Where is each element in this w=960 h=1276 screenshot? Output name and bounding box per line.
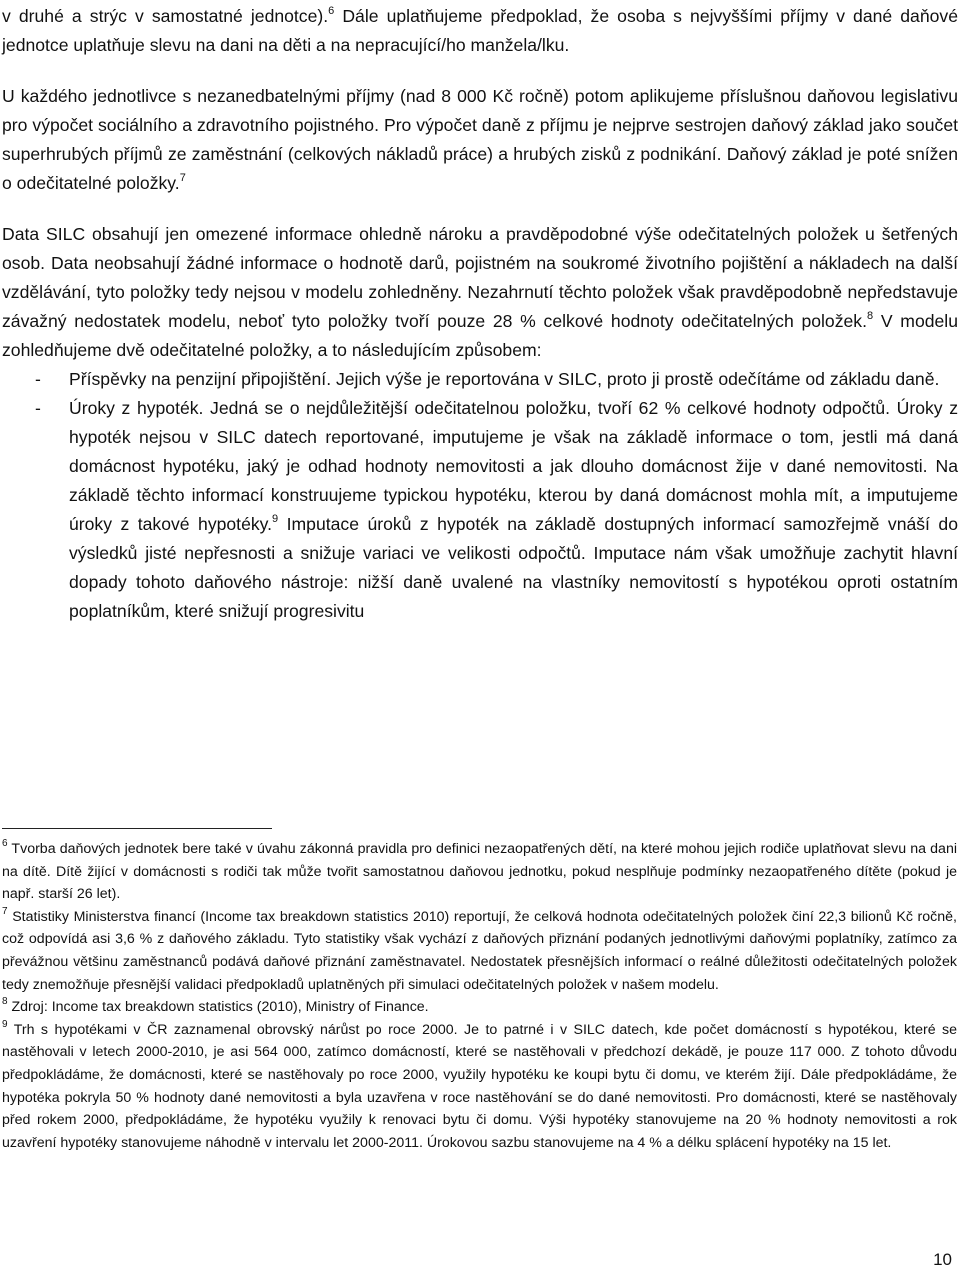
list-item-text: Příspěvky na penzijní připojištění. Jejich výše je reportována v SILC, proto ji prostě odečítáme od základu daně. bbox=[69, 369, 940, 389]
footnote-text: Zdroj: Income tax breakdown statistics (2010), Ministry of Finance. bbox=[7, 999, 429, 1016]
footnote-number: 9 bbox=[2, 1019, 8, 1031]
paragraph bbox=[2, 82, 958, 198]
footnote-number: 7 bbox=[2, 906, 8, 918]
footnote-text: Tvorba daňových jednotek bere také v úvahu zákonná pravidla pro definici nezaopatřených dětí, na které mohou jejich rodiče uplatňovat slevu na dani na dítě. Dítě žijící v domácnosti s rodiči tak může tvořit samostatnou daňovou jednotku, pokud nesplňuje podmínky nezaopatřeného dítěte (pokud je např. starší 26 let). bbox=[2, 841, 957, 903]
list-item-text: Úroky z hypoték. Jedná se o nejdůležitější odečitatelnou položku, tvoří 62 % celkové hodnoty odpočtů. Úroky z hypoték nejsou v SILC datech reportované, imputujeme je však na základě informace o tom, jestli má daná domácnost hypotéku, jaký je odhad hodnoty nemovitosti a jak dlouho domácnost žije v dané nemovitosti. Na základě těchto informací konstruujeme typickou hypotéku, kterou by daná domácnost mohla mít, a imputujeme úroky z takové hypotéky. bbox=[69, 398, 958, 534]
body-text bbox=[2, 2, 958, 626]
footnote-text: Trh s hypotékami v ČR zaznamenal obrovský nárůst po roce 2000. Je to patrné i v SILC datech, kde počet domácností s hypotékou, které se nastěhovali v letech 2000-2010, je asi 564 000, zatímco domácností, které se nastěhovali v předchozí dekádě, je pouze 117 000. Z tohoto důvodu předpokládáme, že domácnosti, které se nastěhovaly po roce 2000, využily hypotéku ke koupi bytu či domu, ve kterém žijí. Dále předpokládáme, že hypotéka pokryla 50 % hodnoty dané nemovitosti a byla uzavřena v roce nastěhování se do dané nemovitosti. Pro domácnosti, které se nastěhovaly před rokem 2000, předpokládáme, že hypotéku využily k renovaci bytu či domu. Výši hypotéky stanovujeme na 20 % hodnoty nemovitosti a rok uzavření hypotéky stanovujeme náhodně v intervalu let 2000-2011. Úrokovou sazbu stanovujeme na 4 % a délku splácení hypotéky na 15 let. bbox=[2, 1021, 957, 1151]
footnote-number: 6 bbox=[2, 838, 8, 850]
paragraph-text: v druhé a strýc v samostatné jednotce). bbox=[2, 6, 329, 26]
footnote-ref[interactable]: 7 bbox=[179, 172, 186, 185]
footnote bbox=[2, 906, 957, 996]
deductions-list bbox=[2, 365, 958, 626]
list-dash: - bbox=[35, 369, 41, 389]
list-item bbox=[2, 365, 958, 394]
footnote-ref[interactable]: 6 bbox=[328, 5, 335, 18]
document-page bbox=[0, 2, 960, 1276]
footnote-separator bbox=[2, 828, 272, 829]
footnotes bbox=[2, 838, 957, 1154]
page-number: 10 bbox=[933, 1250, 952, 1269]
footnote-number: 8 bbox=[2, 996, 8, 1008]
footnote-ref[interactable]: 9 bbox=[272, 513, 279, 526]
paragraph-text: Dále uplatňujeme předpoklad, že osoba s nejvyššími příjmy v dané daňové jednotce uplatňuje slevu na dani na děti a na nepracující/ho manžela/lku. bbox=[2, 6, 958, 55]
footnote bbox=[2, 996, 957, 1019]
footnote-text: Statistiky Ministerstva financí (Income tax breakdown statistics 2010) reportují, že celková hodnota odečitatelných položek činí 22,3 bilionů Kč ročně, což odpovídá asi 3,6 % z daňového základu. Tyto statistiky však vychází z daňových přiznání podaných jednotlivými daňovými poplatníky, zatímco za převážnou většinu zaměstnanců podává daňové přiznání zaměstnavatel. Nedostatek přesnějších informací o reálné důležitosti odečitatelných položek tedy znemožňuje přesnější validaci předpokladů uplatněných při simulaci odečitatelných položek v našem modelu. bbox=[2, 908, 957, 993]
paragraph-text: V modelu zohledňujeme dvě odečitatelné položky, a to následujícím způsobem: bbox=[2, 311, 958, 360]
paragraph bbox=[2, 2, 958, 60]
paragraph-text: Data SILC obsahují jen omezené informace ohledně nároku a pravděpodobné výše odečitatelných položek u šetřených osob. Data neobsahují žádné informace o hodnotě darů, pojistném na soukromé životního pojištění a nákladech na další vzdělávání, tyto položky tedy nejsou v modelu zohledněny. Nezahrnutí těchto položek však pravděpodobně nepředstavuje závažný nedostatek modelu, neboť tyto položky tvoří pouze 28 % celkové hodnoty odečitatelných položek. bbox=[2, 224, 958, 331]
list-item-text: Imputace úroků z hypoték na základě dostupných informací samozřejmě vnáší do výsledků jisté nepřesnosti a snižuje variaci ve velikosti odpočtů. Imputace nám však umožňuje zachytit hlavní dopady tohoto daňového nástroje: nižší daně uvalené na vlastníky nemovitostí s hypotékou oproti ostatním poplatníkům, které snižují progresivitu bbox=[69, 514, 958, 621]
paragraph-text: U každého jednotlivce s nezanedbatelnými příjmy (nad 8 000 Kč ročně) potom aplikujeme příslušnou daňovou legislativu pro výpočet sociálního a zdravotního pojistného. Pro výpočet daně z příjmu je nejprve sestrojen daňový základ jako součet superhrubých příjmů ze zaměstnání (celkových nákladů práce) a hrubých zisků z podnikání. Daňový základ je poté snížen o odečitatelné položky. bbox=[2, 86, 958, 193]
footnote bbox=[2, 1019, 957, 1155]
list-item bbox=[2, 394, 958, 626]
footnote-ref[interactable]: 8 bbox=[866, 310, 874, 323]
footnote bbox=[2, 838, 957, 906]
list-dash: - bbox=[35, 398, 41, 418]
paragraph bbox=[2, 220, 958, 365]
